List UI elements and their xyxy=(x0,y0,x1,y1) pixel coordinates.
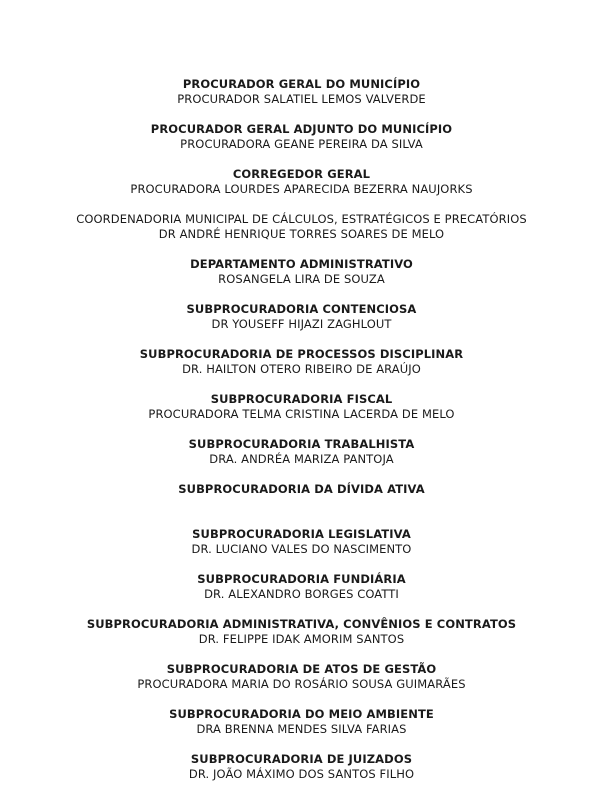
entry-procurador-geral-adjunto xyxy=(0,122,603,167)
entry-title: CORREGEDOR GERAL xyxy=(232,167,371,181)
entry-procurador-geral xyxy=(0,77,603,122)
entry-subprocuradoria-fiscal xyxy=(0,392,603,437)
entry-name: DRA BRENNA MENDES SILVA FARIAS xyxy=(196,722,407,736)
entry-name: DRA. ANDRÉA MARIZA PANTOJA xyxy=(209,452,394,466)
entry-subprocuradoria-trabalhista xyxy=(0,437,603,482)
entry-subprocuradoria-legislativa xyxy=(0,527,603,572)
entry-subprocuradoria-juizados xyxy=(0,752,603,797)
entry-name: DR YOUSEFF HIJAZI ZAGHLOUT xyxy=(211,317,392,331)
entry-title: SUBPROCURADORIA DE ATOS DE GESTÃO xyxy=(166,662,437,676)
entry-subprocuradoria-administrativa xyxy=(0,617,603,662)
entry-title: SUBPROCURADORIA DA DÍVIDA ATIVA xyxy=(178,482,425,496)
entry-subprocuradoria-divida-ativa xyxy=(0,482,603,527)
entry-title: SUBPROCURADORIA FISCAL xyxy=(210,392,393,406)
entry-name: PROCURADOR SALATIEL LEMOS VALVERDE xyxy=(177,92,426,106)
entry-subprocuradoria-meio-ambiente xyxy=(0,707,603,752)
entry-corregedor-geral xyxy=(0,167,603,212)
entry-title: PROCURADOR GERAL DO MUNICÍPIO xyxy=(182,77,421,91)
entry-title: SUBPROCURADORIA LEGISLATIVA xyxy=(192,527,411,541)
entry-title: COORDENADORIA MUNICIPAL DE CÁLCULOS, ESTRATÉGICOS E PRECATÓRIOS xyxy=(76,212,527,226)
entry-subprocuradoria-contenciosa xyxy=(0,302,603,347)
entry-name: PROCURADORA LOURDES APARECIDA BEZERRA NAUJORKS xyxy=(130,182,473,196)
entry-departamento-administrativo xyxy=(0,257,603,302)
entry-title: SUBPROCURADORIA DO MEIO AMBIENTE xyxy=(169,707,434,721)
entry-coordenadoria-calculos xyxy=(0,212,603,257)
entry-title: DEPARTAMENTO ADMINISTRATIVO xyxy=(190,257,413,271)
entry-title: SUBPROCURADORIA ADMINISTRATIVA, CONVÊNIOS E CONTRATOS xyxy=(86,617,517,631)
entry-name: DR. ALEXANDRO BORGES COATTI xyxy=(204,587,399,601)
entry-title: SUBPROCURADORIA TRABALHISTA xyxy=(188,437,415,451)
entry-name: DR. HAILTON OTERO RIBEIRO DE ARAÚJO xyxy=(182,362,421,376)
entry-title: SUBPROCURADORIA CONTENCIOSA xyxy=(186,302,417,316)
entry-name: PROCURADORA GEANE PEREIRA DA SILVA xyxy=(180,137,423,151)
entry-title: SUBPROCURADORIA DE JUIZADOS xyxy=(190,752,413,766)
entry-name: PROCURADORA MARIA DO ROSÁRIO SOUSA GUIMARÃES xyxy=(137,677,466,691)
entry-subprocuradoria-fundiaria xyxy=(0,572,603,617)
entry-subprocuradoria-atos-gestao xyxy=(0,662,603,707)
entry-name: DR ANDRÉ HENRIQUE TORRES SOARES DE MELO xyxy=(158,227,445,241)
entry-title: SUBPROCURADORIA FUNDIÁRIA xyxy=(197,572,406,586)
entry-subprocuradoria-processos-disciplinar xyxy=(0,347,603,392)
staff-directory xyxy=(0,77,603,797)
entry-name: PROCURADORA TELMA CRISTINA LACERDA DE MELO xyxy=(148,407,455,421)
entry-title: PROCURADOR GERAL ADJUNTO DO MUNICÍPIO xyxy=(150,122,453,136)
entry-title: SUBPROCURADORIA DE PROCESSOS DISCIPLINAR xyxy=(139,347,464,361)
entry-name: DR. JOÃO MÁXIMO DOS SANTOS FILHO xyxy=(188,767,415,781)
entry-name: ROSANGELA LIRA DE SOUZA xyxy=(218,272,385,286)
entry-name: DR. FELIPPE IDAK AMORIM SANTOS xyxy=(198,632,405,646)
entry-name: DR. LUCIANO VALES DO NASCIMENTO xyxy=(191,542,412,556)
entry-name xyxy=(0,497,603,512)
